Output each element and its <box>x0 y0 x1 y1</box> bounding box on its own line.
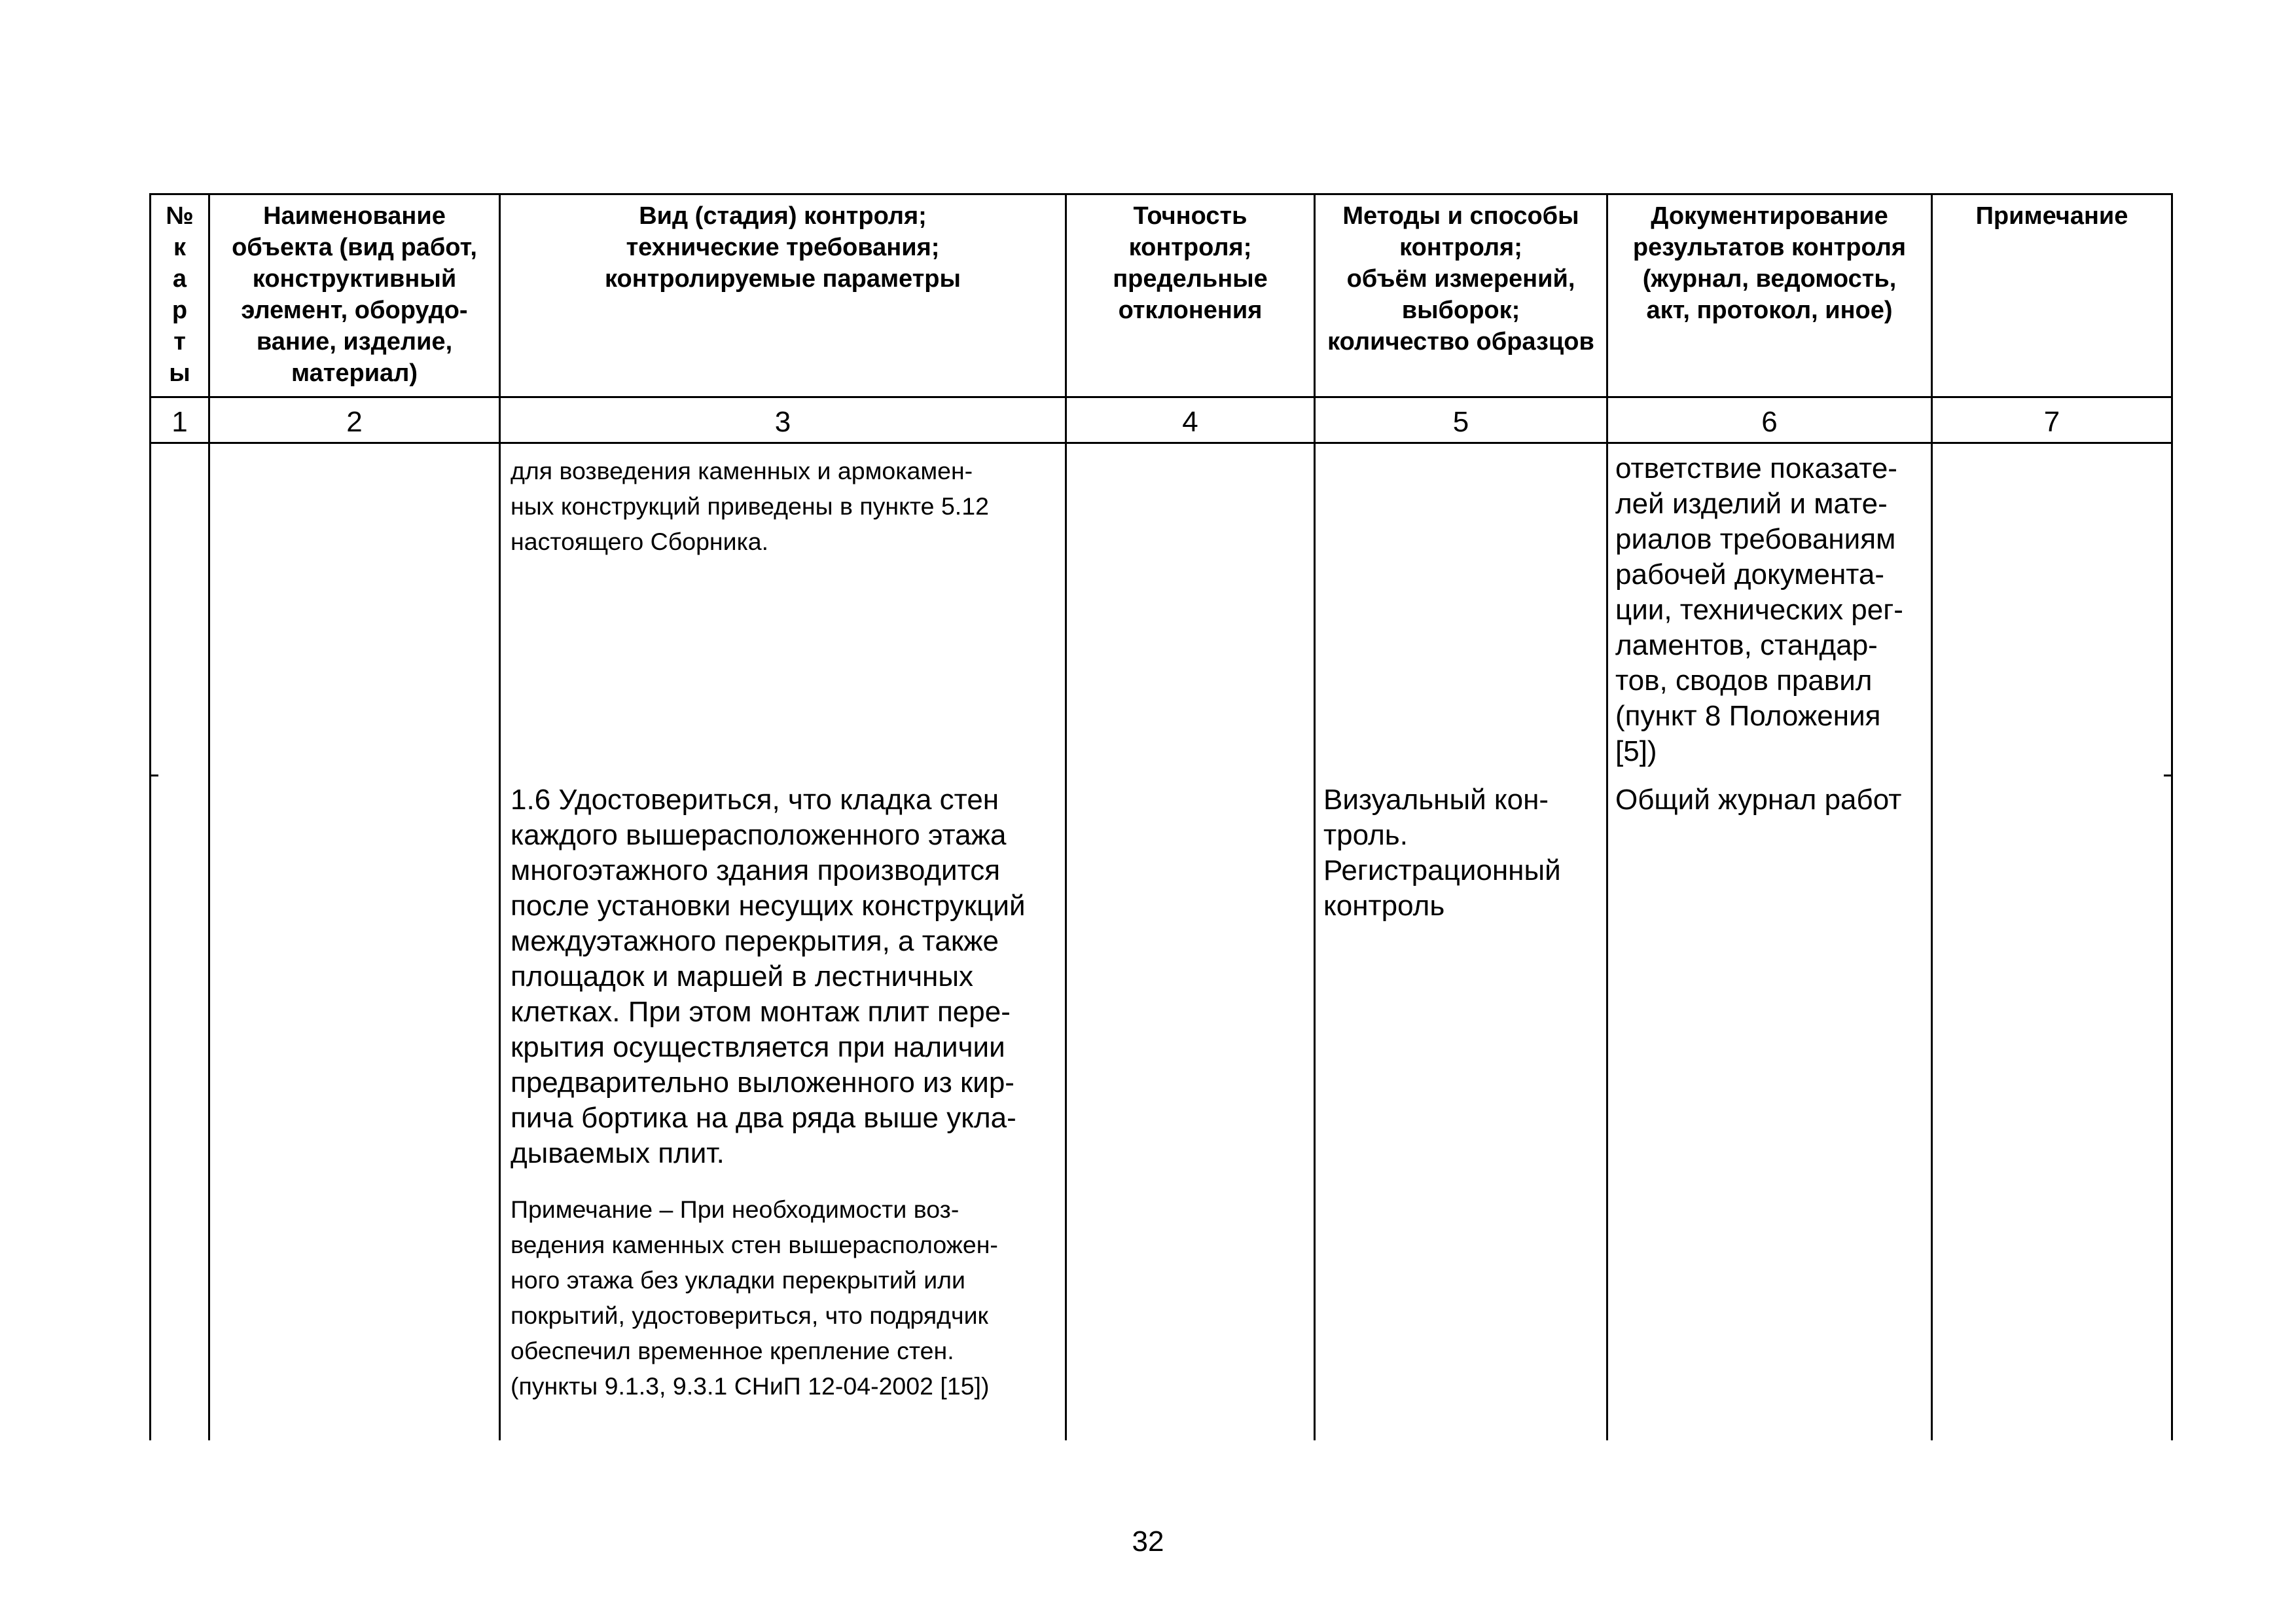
column-number: 3 <box>774 406 791 438</box>
page-number: 32 <box>1132 1525 1164 1558</box>
header-divider <box>149 396 2173 398</box>
column-number: 5 <box>1452 406 1469 438</box>
column-divider <box>499 193 501 1440</box>
column-divider <box>1065 193 1067 1440</box>
row1-documentation-text: ответствие показате- лей изделий и мате- риалов требованиям рабочей документа- ции, технических рег- ламентов, стандар- тов, сводов правил (пункт 8 Положения [5]) <box>1615 452 1903 767</box>
header-notes: Примечание <box>1975 202 2128 230</box>
row1-requirements-text: для возведения каменных и армокамен- ных конструкций приведены в пункте 5.12 настоящего Сборника. <box>511 457 989 555</box>
column-divider <box>1314 193 1316 1440</box>
row2-documentation-text: Общий журнал работ <box>1615 784 1902 816</box>
column-number: 6 <box>1761 406 1778 438</box>
row-separator-tick <box>149 775 158 776</box>
column-number: 4 <box>1182 406 1198 438</box>
row2-methods-text: Визуальный кон- троль. Регистрационный контроль <box>1323 784 1561 922</box>
header-object-name: Наименование объекта (вид работ, конструктивный элемент, оборудо- вание, изделие, материал) <box>232 202 477 387</box>
column-number: 7 <box>2043 406 2060 438</box>
header-card-number: № к а р т ы <box>166 202 194 387</box>
header-methods: Методы и способы контроля; объём измерений, выборок; количество образцов <box>1327 202 1594 356</box>
row-separator-tick <box>2164 775 2173 776</box>
row2-requirements-text: 1.6 Удостовериться, что кладка стен каждого вышерасположенного этажа многоэтажного здания производится после установки несущих конструкций междуэтажного перекрытия, а также площадок и маршей в лестничных клетках. При этом монтаж плит пере- крытия осуществляется при наличии предварительно выложенного из кир- пича бортика на два ряда выше укла- дываемых плит. <box>511 784 1026 1169</box>
table-border-top <box>149 193 2173 195</box>
table-border-right <box>2171 193 2173 1440</box>
column-divider <box>1931 193 1933 1440</box>
row2-note-text: Примечание – При необходимости воз- ведения каменных стен вышерасположен- ного этажа без укладки перекрытий или покрытий, удостовериться, что подрядчик обеспечил временное крепление стен. (пункты 9.1.3, 9.3.1 СНиП 12-04-2002 [15]) <box>511 1195 998 1400</box>
header-accuracy: Точность контроля; предельные отклонения <box>1113 202 1268 324</box>
header-control-type: Вид (стадия) контроля; технические требования; контролируемые параметры <box>605 202 961 293</box>
column-number: 2 <box>346 406 363 438</box>
header-documentation: Документирование результатов контроля (журнал, ведомость, акт, протокол, иное) <box>1632 202 1907 324</box>
column-divider <box>1606 193 1608 1440</box>
column-number: 1 <box>171 406 188 438</box>
